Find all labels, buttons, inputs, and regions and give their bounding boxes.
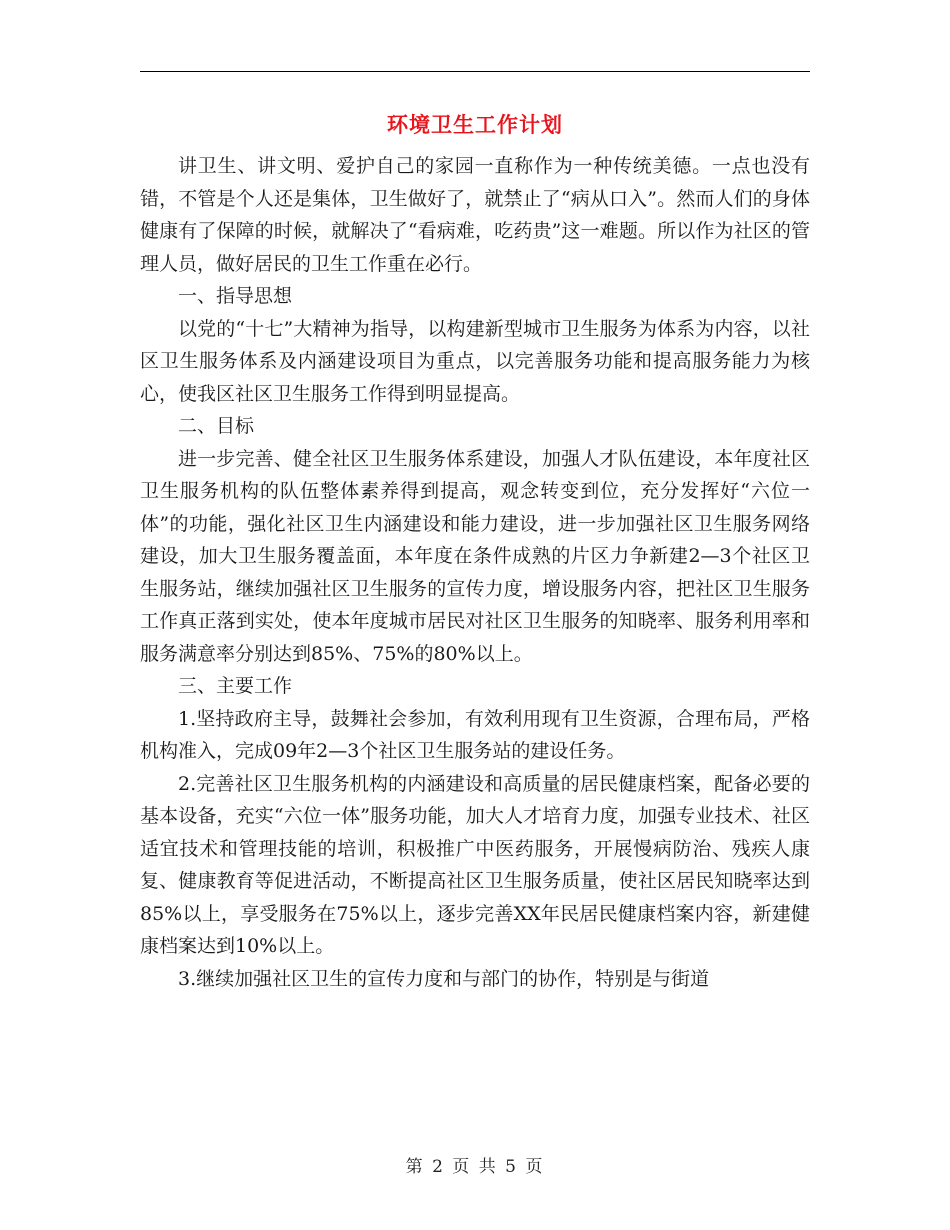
section-heading-guiding-thought: 一、指导思想 xyxy=(178,285,293,307)
section-heading-main-work: 三、主要工作 xyxy=(178,675,293,697)
document-body xyxy=(140,150,810,995)
paragraph-guiding-thought: 以党的“十七”大精神为指导，以构建新型城市卫生服务为体系为内容，以社区卫生服务体系及内涵建设项目为重点，以完善服务功能和提高服务能力为核心，使我区社区卫生服务工作得到明显提高。 xyxy=(140,317,810,405)
paragraph-work-item-3: 3.继续加强社区卫生的宣传力度和与部门的协作，特别是与街道 xyxy=(178,967,710,990)
paragraph-goals: 进一步完善、健全社区卫生服务体系建设，加强人才队伍建设，本年度社区卫生服务机构的队伍整体素养得到提高，观念转变到位，充分发挥好“六位一体”的功能，强化社区卫生内涵建设和能力建设，进一步加强社区卫生服务网络建设，加大卫生服务覆盖面，本年度在条件成熟的片区力争新建2—3个社区卫生服务站，继续加强社区卫生服务的宣传力度，增设服务内容，把社区卫生服务工作真正落到实处，使本年度城市居民对社区卫生服务的知晓率、服务利用率和服务满意率分别达到85%、75%的80%以上。 xyxy=(140,447,810,665)
paragraph-intro: 讲卫生、讲文明、爱护自己的家园一直称作为一种传统美德。一点也没有错，不管是个人还是集体，卫生做好了，就禁止了“病从口入”。然而人们的身体健康有了保障的时候，就解决了“看病难，吃药贵”这一难题。所以作为社区的管理人员，做好居民的卫生工作重在必行。 xyxy=(140,155,810,275)
paragraph-work-item-2: 2.完善社区卫生服务机构的内涵建设和高质量的居民健康档案，配备必要的基本设备，充实“六位一体”服务功能，加大人才培育力度，加强专业技术、社区适宜技术和管理技能的培训，积极推广中医药服务，开展慢病防治、残疾人康复、健康教育等促进活动，不断提高社区卫生服务质量，使社区居民知晓率达到85%以上，享受服务在75%以上，逐步完善XX年民居民健康档案内容，新建健康档案达到10%以上。 xyxy=(140,772,810,957)
page-number-footer: 第 2 页 共 5 页 xyxy=(405,1157,545,1177)
header-rule xyxy=(140,71,810,72)
document-title: 环境卫生工作计划 xyxy=(387,112,563,137)
paragraph-work-item-1: 1.坚持政府主导，鼓舞社会参加，有效利用现有卫生资源，合理布局，严格机构准入，完成09年2—3个社区卫生服务站的建设任务。 xyxy=(140,707,810,762)
section-heading-goals: 二、目标 xyxy=(178,415,255,437)
